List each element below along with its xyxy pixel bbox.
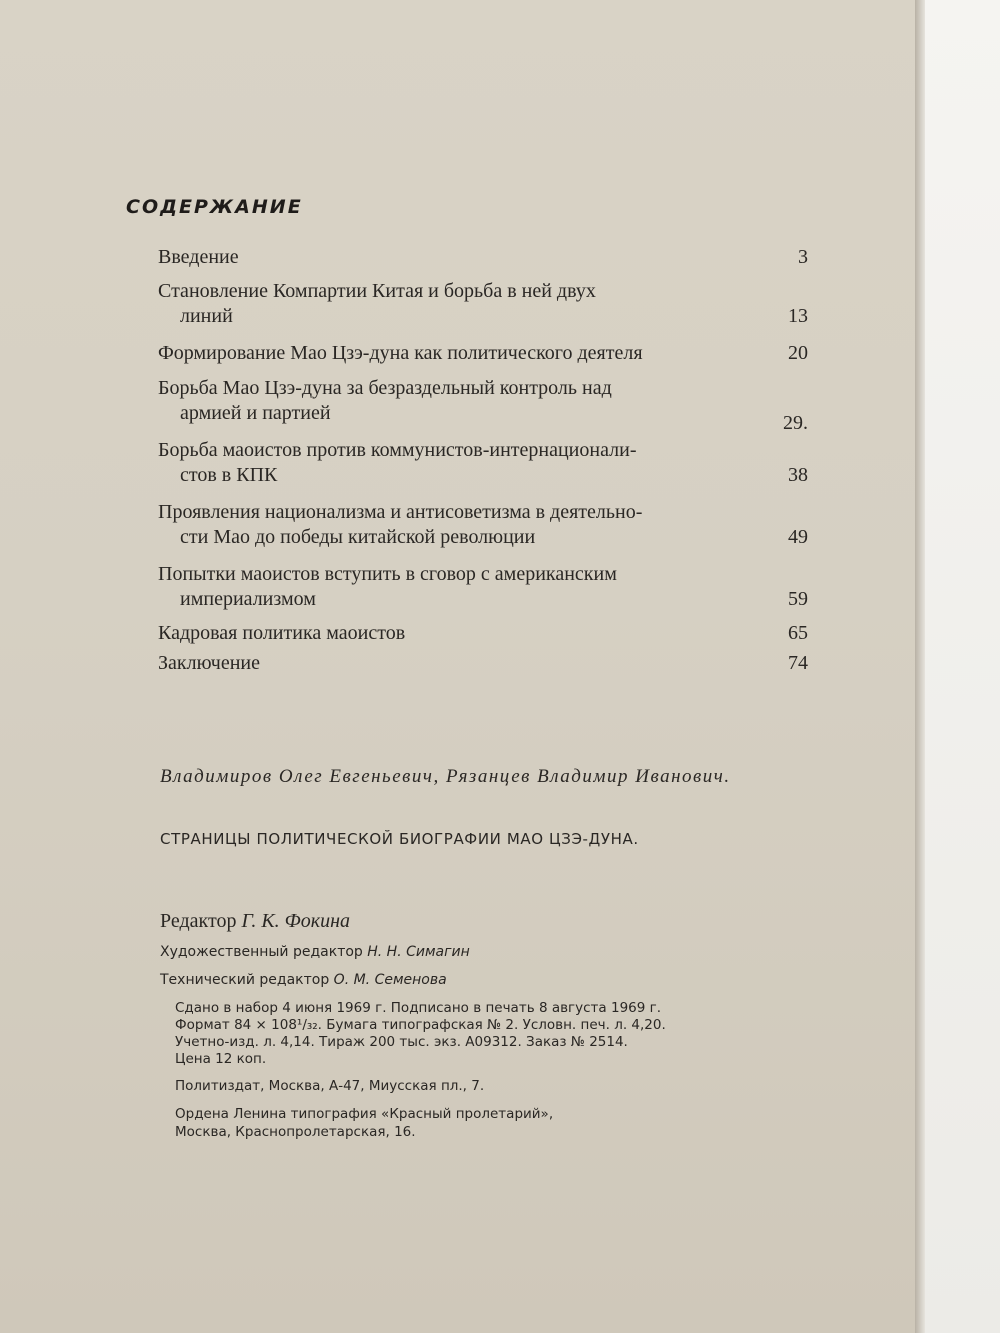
- toc-entry-chapter-7: [158, 621, 808, 646]
- book-authors: Владимиров Олег Евгеньевич, Рязанцев Владимир Иванович.: [160, 766, 731, 787]
- toc-page-number: 29.: [783, 412, 808, 434]
- toc-entry-chapter-3: [158, 376, 808, 434]
- print-details: [175, 1000, 765, 1068]
- print-detail-line: Формат 84 × 108¹/₃₂. Бумага типографская № 2. Условн. печ. л. 4,20.: [175, 1017, 666, 1033]
- toc-entry-title: Кадровая политика маоистов: [158, 622, 406, 644]
- toc-entry-title: Борьба маоистов против коммунистов-интернационали-: [158, 439, 637, 461]
- toc-entry-title-continued: империализмом: [180, 588, 316, 610]
- toc-page-number: 13: [788, 305, 808, 327]
- toc-entry-chapter-6: [158, 562, 808, 612]
- tech-editor-credit: [160, 972, 770, 988]
- toc-entry-title: Борьба Мао Цзэ-дуна за безраздельный контроль над: [158, 377, 612, 399]
- toc-entry-chapter-4: [158, 438, 808, 488]
- toc-page-number: 49: [788, 526, 808, 548]
- toc-page-number: 65: [788, 622, 808, 644]
- tech-editor-name: О. М. Семенова: [333, 972, 447, 988]
- printer-info: [175, 1105, 553, 1141]
- art-editor-name: Н. Н. Симагин: [367, 944, 470, 960]
- toc-page-number: 59: [788, 588, 808, 610]
- printer-line: Москва, Краснопролетарская, 16.: [175, 1124, 416, 1140]
- toc-entry-title: Попытки маоистов вступить в сговор с американским: [158, 563, 617, 585]
- toc-entry-introduction: [158, 245, 808, 270]
- editor-label: Редактор: [160, 910, 237, 932]
- art-editor-label: Художественный редактор: [160, 944, 363, 960]
- toc-page-number: 20: [788, 342, 808, 364]
- toc-entry-chapter-5: [158, 500, 808, 550]
- toc-entry-title-continued: линий: [180, 305, 233, 327]
- toc-page-number: 3: [798, 246, 808, 268]
- toc-heading: СОДЕРЖАНИЕ: [126, 196, 303, 218]
- tech-editor-label: Технический редактор: [160, 972, 330, 988]
- printer-line: Ордена Ленина типография «Красный пролетарий»,: [175, 1106, 554, 1122]
- print-detail-line: Цена 12 коп.: [175, 1051, 267, 1067]
- toc-entry-title: Формирование Мао Цзэ-дуна как политического деятеля: [158, 342, 643, 364]
- toc-entry-title: Заключение: [158, 652, 260, 674]
- toc-entry-title-continued: стов в КПК: [180, 464, 278, 486]
- background-surface: [925, 0, 1000, 1333]
- print-detail-line: Учетно-изд. л. 4,14. Тираж 200 тыс. экз. А09312. Заказ № 2514.: [175, 1034, 628, 1050]
- publisher-address: Политиздат, Москва, А-47, Миусская пл., 7.: [175, 1078, 485, 1094]
- editor-name: Г. К. Фокина: [241, 910, 350, 932]
- toc-entry-title: Проявления национализма и антисоветизма в деятельно-: [158, 501, 643, 523]
- toc-page-number: 38: [788, 464, 808, 486]
- toc-entry-title-continued: сти Мао до победы китайской революции: [180, 526, 536, 548]
- toc-entry-chapter-2: [158, 341, 808, 366]
- toc-entry-chapter-1: [158, 279, 808, 329]
- page-edge: [915, 0, 925, 1333]
- editor-credit: [160, 910, 770, 933]
- toc-entry-title: Становление Компартии Китая и борьба в ней двух: [158, 280, 596, 302]
- art-editor-credit: [160, 944, 770, 960]
- toc-page-number: 74: [788, 652, 808, 674]
- print-detail-line: Сдано в набор 4 июня 1969 г. Подписано в печать 8 августа 1969 г.: [175, 1000, 662, 1016]
- toc-entry-conclusion: [158, 651, 808, 676]
- table-of-contents: [158, 245, 808, 676]
- toc-entry-title-continued: армией и партией: [180, 402, 331, 424]
- book-title: СТРАНИЦЫ ПОЛИТИЧЕСКОЙ БИОГРАФИИ МАО ЦЗЭ-ДУНА.: [160, 830, 639, 848]
- toc-entry-title: Введение: [158, 246, 239, 268]
